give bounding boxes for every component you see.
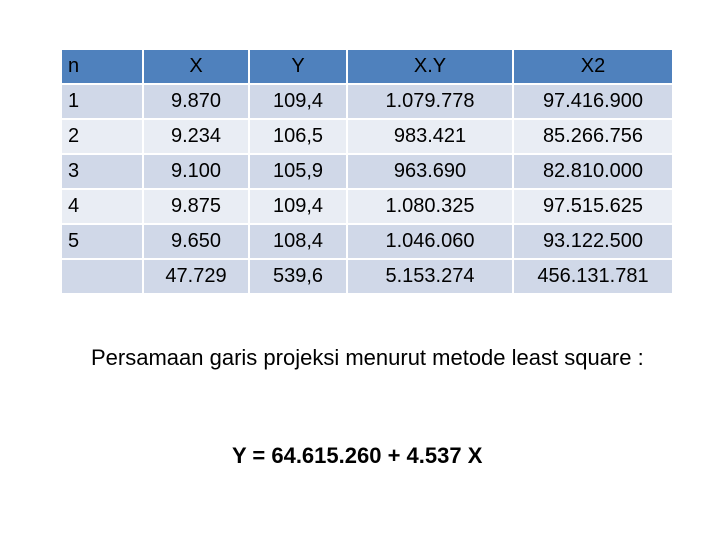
total-x: 47.729 [144,260,248,293]
cell-y: 108,4 [250,225,346,258]
cell-y: 105,9 [250,155,346,188]
total-x2: 456.131.781 [514,260,672,293]
cell-xy: 963.690 [348,155,512,188]
cell-x2: 93.122.500 [514,225,672,258]
cell-x2: 85.266.756 [514,120,672,153]
cell-n: 4 [62,190,142,223]
cell-y: 109,4 [250,190,346,223]
table-row [62,190,672,223]
cell-x: 9.234 [144,120,248,153]
cell-x2: 82.810.000 [514,155,672,188]
cell-x: 9.100 [144,155,248,188]
cell-n: 2 [62,120,142,153]
cell-x2: 97.515.625 [514,190,672,223]
regression-equation: Y = 64.615.260 + 4.537 X [232,443,483,468]
cell-y: 109,4 [250,85,346,118]
header-x2: X2 [514,50,672,83]
cell-x: 9.875 [144,190,248,223]
header-n: n [62,50,142,83]
header-x: X [144,50,248,83]
total-xy: 5.153.274 [348,260,512,293]
cell-n: 5 [62,225,142,258]
table-row [62,85,672,118]
cell-y: 106,5 [250,120,346,153]
projection-statement: Persamaan garis projeksi menurut metode least square : [91,345,644,370]
table-row [62,155,672,188]
cell-xy: 1.079.778 [348,85,512,118]
table-row [62,120,672,153]
table-header-row [62,50,672,83]
cell-n: 3 [62,155,142,188]
cell-n: 1 [62,85,142,118]
data-table [60,48,674,295]
cell-xy: 1.046.060 [348,225,512,258]
total-n [62,260,142,293]
cell-x: 9.870 [144,85,248,118]
table-row [62,225,672,258]
total-y: 539,6 [250,260,346,293]
totals-row [62,260,672,293]
cell-x: 9.650 [144,225,248,258]
cell-xy: 1.080.325 [348,190,512,223]
header-y: Y [250,50,346,83]
cell-xy: 983.421 [348,120,512,153]
header-xy: X.Y [348,50,512,83]
cell-x2: 97.416.900 [514,85,672,118]
